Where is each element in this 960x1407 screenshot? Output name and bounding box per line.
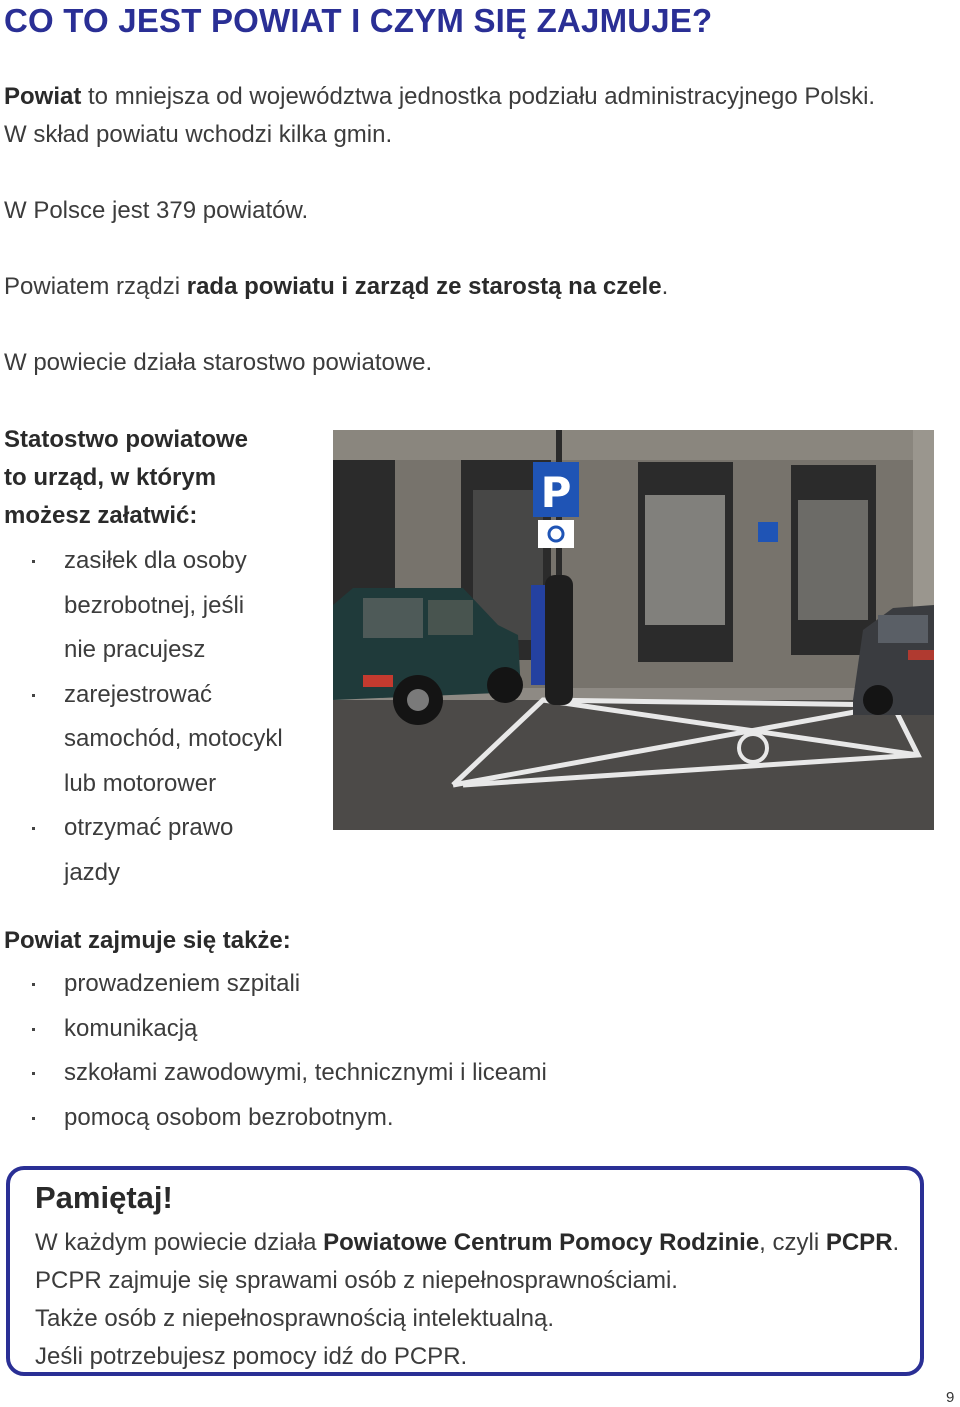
item-line: lub motorower (64, 769, 217, 797)
list-item (28, 806, 283, 895)
item-line: jazdy (64, 858, 121, 886)
list-item: prowadzeniem szpitali (28, 962, 547, 1007)
intro-paragraph-1 (4, 78, 875, 154)
page-title: CO TO JEST POWIAT I CZYM SIĘ ZAJMUJE? (4, 2, 713, 39)
remember-line: PCPR zajmuje się sprawami osób z niepełnosprawnościami. (35, 1267, 678, 1294)
sign-letter: P (540, 468, 572, 517)
pcpr-abbrev: PCPR (825, 1229, 893, 1256)
page-number: 9 (946, 1389, 955, 1406)
pcpr-full-name: Powiatowe Centrum Pomocy Rodzinie (323, 1229, 760, 1256)
item-line: samochód, motocykl (64, 725, 283, 752)
remember-box (6, 1166, 924, 1376)
item-line: bezrobotnej, jeśli (64, 591, 245, 619)
lead-line: to urząd, w którym (4, 464, 217, 491)
text: , czyli (759, 1229, 826, 1256)
remember-text (35, 1224, 899, 1376)
intro-text: to mniejsza od województwa jednostka podziału administracyjnego Polski. (81, 83, 876, 110)
starostwo-list (28, 539, 283, 895)
photo-illustration (333, 430, 934, 830)
intro-text: . (661, 273, 669, 300)
list-item: szkołami zawodowymi, technicznymi i liceami (28, 1051, 547, 1096)
parking-photo (333, 430, 934, 830)
intro-paragraph-2: W Polsce jest 379 powiatów. (4, 197, 309, 224)
text: W każdym powiecie działa (35, 1229, 324, 1256)
remember-line (35, 1224, 899, 1262)
lead-line: Statostwo powiatowe (4, 426, 249, 453)
item-line: zasiłek dla osoby (64, 547, 247, 574)
list-item: pomocą osobom bezrobotnym. (28, 1096, 547, 1141)
also-lead: Powiat zajmuje się także: (4, 927, 291, 954)
intro-text-line2: W skład powiatu wchodzi kilka gmin. (4, 121, 393, 148)
remember-line: Jeśli potrzebujesz pomocy idź do PCPR. (35, 1343, 468, 1370)
list-item: komunikacją (28, 1007, 547, 1052)
item-line: zarejestrować (64, 680, 213, 708)
intro-paragraph-4: W powiecie działa starostwo powiatowe. (4, 349, 433, 376)
powiat-term: Powiat (4, 83, 82, 110)
rada-term: rada powiatu i zarząd ze starostą na czele (186, 273, 662, 300)
remember-heading: Pamiętaj! (35, 1180, 173, 1215)
list-item (28, 539, 283, 673)
also-list (28, 962, 547, 1140)
lead-line: możesz załatwić: (4, 502, 198, 529)
item-line: nie pracujesz (64, 636, 206, 663)
intro-text: Powiatem rządzi (4, 273, 187, 300)
item-line: otrzymać prawo (64, 814, 234, 841)
remember-line: Także osób z niepełnosprawnością intelektualną. (35, 1305, 554, 1332)
starostwo-lead (4, 421, 248, 535)
intro-paragraph-3 (4, 268, 668, 306)
list-item (28, 673, 283, 807)
text: . (892, 1229, 900, 1256)
